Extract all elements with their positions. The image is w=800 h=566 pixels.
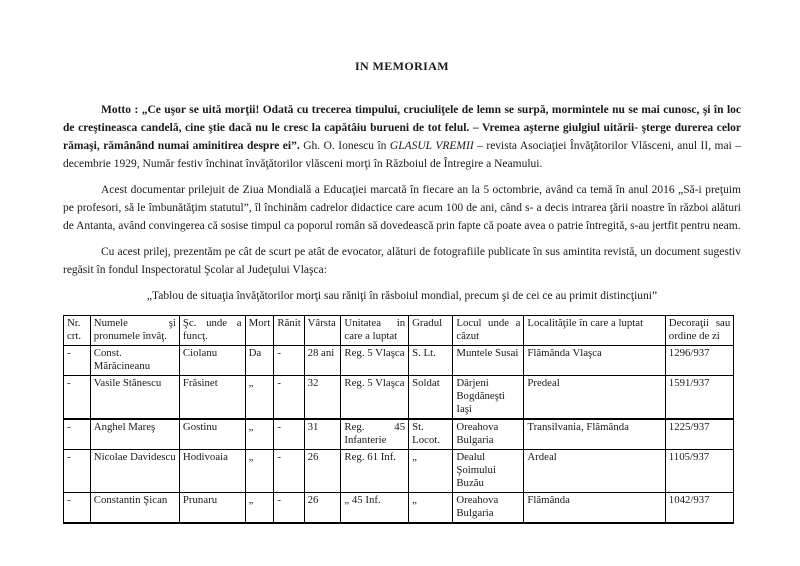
column-header: Vârsta bbox=[304, 316, 341, 346]
context-paragraph: Cu acest prilej, prezentăm pe cât de scurt pe atât de evocator, alături de fotografiile publicate în sus amintita revistă, un document sugestiv regăsit în fondul Inspectoratul Şcolar al Judeţului Vlaşca: bbox=[63, 246, 741, 276]
table-cell: Muntele Susai bbox=[453, 346, 524, 376]
table-cell: - bbox=[64, 346, 91, 376]
table-cell: 1105/937 bbox=[665, 450, 733, 493]
table-cell: Ciolanu bbox=[179, 346, 245, 376]
table-cell: - bbox=[64, 450, 91, 493]
motto-attribution-rest: – revista Asociaţiei Învăţătorilor Vlăsceni, anul II, mai – decembrie 1929, Număr festiv închinat învăţătorilor vlăsceni morţi în Războiul de Întregire a Neamului. bbox=[63, 140, 742, 170]
table-cell: 28 ani bbox=[304, 346, 341, 376]
table-cell: „ bbox=[409, 493, 453, 524]
table-cell: „ bbox=[245, 493, 274, 524]
table-cell: 1591/937 bbox=[665, 376, 733, 420]
table-row bbox=[64, 450, 734, 493]
column-header: Şc. unde a funcţ. bbox=[179, 316, 245, 346]
table-cell: Flămânda Vlaşca bbox=[524, 346, 665, 376]
table-cell: Constantin Şican bbox=[90, 493, 179, 524]
column-header: Unitatea in care a luptat bbox=[341, 316, 409, 346]
table-row bbox=[64, 419, 734, 450]
table-cell: Frăsinet bbox=[179, 376, 245, 420]
table-cell: Dealul Şoimului Buzău bbox=[453, 450, 524, 493]
intro-paragraph: Acest documentar prilejuit de Ziua Mondială a Educaţiei marcată în fiecare an la 5 octombrie, având ca temă în anul 2016 „Să-i preţuim pe profesori, să le îmbunătăţim statutul”, îl închinăm cadrelor didactice care acum 100 de ani, când s- a decis intrarea ţării noastre în război alături de Antanta, având convingerea că sosise timpul ca poporul român să dovedească prin fapte că poate avea o patrie întregită, s-au jertfit pentru neam. bbox=[63, 184, 741, 232]
table-cell: S. Lt. bbox=[409, 346, 453, 376]
motto-source-title: GLASUL VREMII bbox=[389, 140, 474, 152]
table-cell: 1225/937 bbox=[665, 419, 733, 450]
table-cell: Predeal bbox=[524, 376, 665, 420]
table-cell: Oreahova Bulgaria bbox=[453, 419, 524, 450]
table-cell: - bbox=[64, 376, 91, 420]
table-cell: Anghel Mareş bbox=[90, 419, 179, 450]
table-cell: „ 45 Inf. bbox=[341, 493, 409, 524]
column-header: Numele şi pronumele învăţ. bbox=[90, 316, 179, 346]
table-cell: „ bbox=[245, 450, 274, 493]
column-header: Mort bbox=[245, 316, 274, 346]
column-header: Nr. crt. bbox=[64, 316, 91, 346]
table-cell: Soldat bbox=[409, 376, 453, 420]
table-cell: 26 bbox=[304, 450, 341, 493]
table-cell: 1296/937 bbox=[665, 346, 733, 376]
table-caption: „Tablou de situaţia învăţătorilor morţi sau răniţi în răsboiul mondial, precum şi de cei ce au primit distincţiuni” bbox=[146, 290, 658, 302]
table-row bbox=[64, 376, 734, 420]
table-cell: - bbox=[64, 493, 91, 524]
table-body bbox=[64, 346, 734, 524]
column-header: Locul unde a căzut bbox=[453, 316, 524, 346]
table-cell: - bbox=[274, 450, 304, 493]
column-header: Localităţile în care a luptat bbox=[524, 316, 665, 346]
table-cell: Const. Mărăcineanu bbox=[90, 346, 179, 376]
table-header-row bbox=[64, 316, 734, 346]
table-cell: Oreahova Bulgaria bbox=[453, 493, 524, 524]
motto-attribution: Gh. O. Ionescu în bbox=[303, 140, 390, 152]
table-cell: - bbox=[274, 419, 304, 450]
table-cell: 32 bbox=[304, 376, 341, 420]
table-cell: „ bbox=[409, 450, 453, 493]
table-cell: Vasile Stănescu bbox=[90, 376, 179, 420]
table-cell: 26 bbox=[304, 493, 341, 524]
table-cell: Ardeal bbox=[524, 450, 665, 493]
column-header: Decoraţii sau ordine de zi bbox=[665, 316, 733, 346]
table-cell: - bbox=[274, 346, 304, 376]
table-cell: - bbox=[64, 419, 91, 450]
table-cell: Prunaru bbox=[179, 493, 245, 524]
table-cell: „ bbox=[245, 376, 274, 420]
table-cell: Nicolae Davidescu bbox=[90, 450, 179, 493]
table-row bbox=[64, 493, 734, 524]
table-cell: Da bbox=[245, 346, 274, 376]
table-cell: Reg. 5 Vlaşca bbox=[341, 376, 409, 420]
table-cell: Transilvania, Flămânda bbox=[524, 419, 665, 450]
table-cell: „ bbox=[245, 419, 274, 450]
table-cell: - bbox=[274, 493, 304, 524]
document-title: IN MEMORIAM bbox=[354, 59, 450, 73]
table-cell: 31 bbox=[304, 419, 341, 450]
column-header: Gradul bbox=[409, 316, 453, 346]
table-cell: - bbox=[274, 376, 304, 420]
column-header: Rănit bbox=[274, 316, 304, 346]
table-cell: Gostinu bbox=[179, 419, 245, 450]
table-cell: Hodivoaia bbox=[179, 450, 245, 493]
table-cell: Reg. 45 Infanterie bbox=[341, 419, 409, 450]
table-row bbox=[64, 346, 734, 376]
table-cell: Dârjeni Bogdăneşti Iaşi bbox=[453, 376, 524, 420]
motto-paragraph bbox=[63, 101, 741, 173]
table-cell: Reg. 61 Inf. bbox=[341, 450, 409, 493]
table-cell: Flămânda bbox=[524, 493, 665, 524]
table-cell: St. Locot. bbox=[409, 419, 453, 450]
casualties-table bbox=[63, 315, 734, 524]
table-cell: 1042/937 bbox=[665, 493, 733, 524]
table-cell: Reg. 5 Vlaşca bbox=[341, 346, 409, 376]
motto-text: Motto : „Ce uşor se uită morţii! Odată cu trecerea timpului, cruciuliţele de lemn se surpă, mormintele nu se mai cunosc, şi în loc de creştineasca candelă, cine ştie dacă nu le cresc la capătâiu burueni de tot felul. – Vremea aşterne giulgiul uitării- şterge durerea celor rămaşi, rămânând numai aminitirea despre ei”. bbox=[63, 104, 741, 152]
